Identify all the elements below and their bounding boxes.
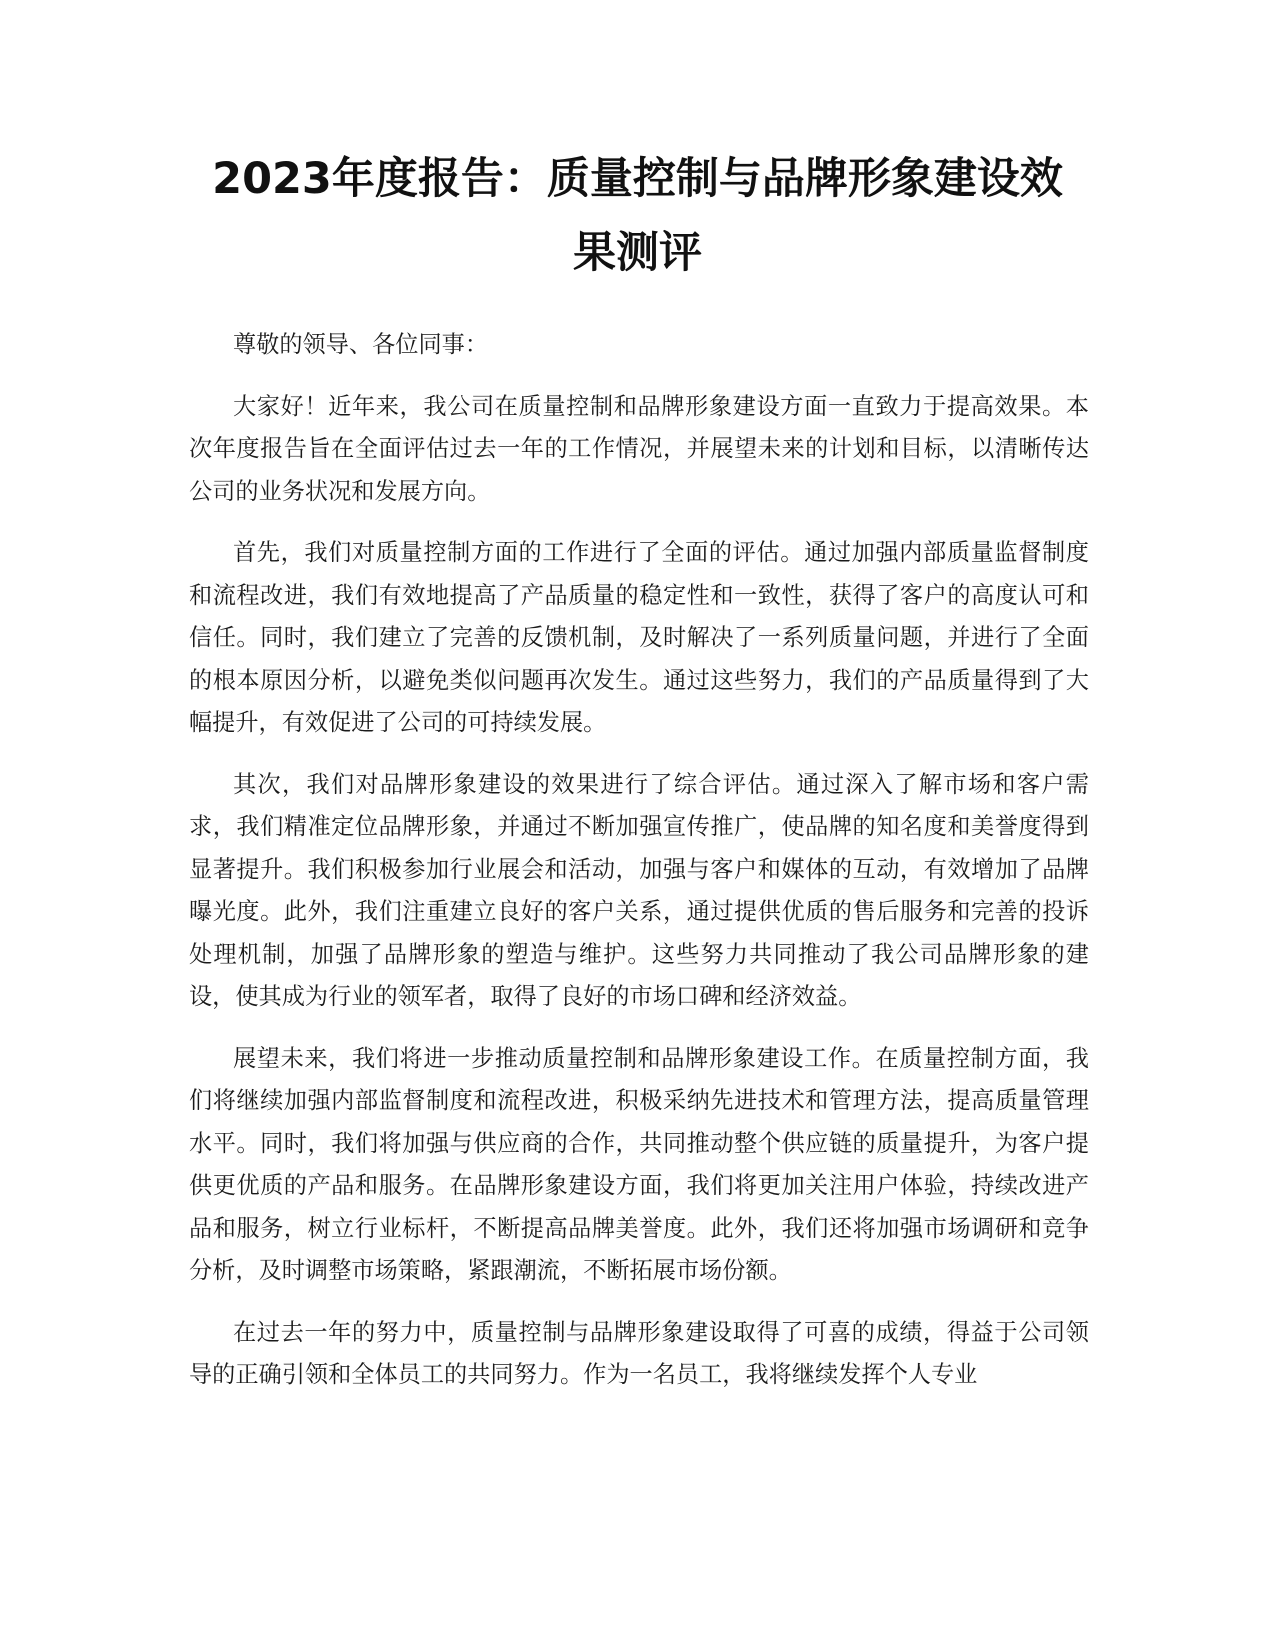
- title-line-1: 2023年度报告：质量控制与品牌形象建设效: [212, 154, 1063, 204]
- paragraph-quality-control: 首先，我们对质量控制方面的工作进行了全面的评估。通过加强内部质量监督制度和流程改进，我们有效地提高了产品质量的稳定性和一致性，获得了客户的高度认可和信任。同时，我们建立了完善的反馈机制，及时解决了一系列质量问题，并进行了全面的根本原因分析，以避免类似问题再次发生。通过这些努力，我们的产品质量得到了大幅提升，有效促进了公司的可持续发展。: [189, 539, 1089, 736]
- paragraph-outlook: 展望未来，我们将进一步推动质量控制和品牌形象建设工作。在质量控制方面，我们将继续加强内部监督制度和流程改进，积极采纳先进技术和管理方法，提高质量管理水平。同时，我们将加强与供应商的合作，共同推动整个供应链的质量提升，为客户提供更优质的产品和服务。在品牌形象建设方面，我们将更加关注用户体验，持续改进产品和服务，树立行业标杆，不断提高品牌美誉度。此外，我们还将加强市场调研和竞争分析，及时调整市场策略，紧跟潮流，不断拓展市场份额。: [189, 1044, 1089, 1284]
- title-line-2: 果测评: [573, 228, 702, 278]
- paragraph-brand-image: 其次，我们对品牌形象建设的效果进行了综合评估。通过深入了解市场和客户需求，我们精准定位品牌形象，并通过不断加强宣传推广，使品牌的知名度和美誉度得到显著提升。我们积极参加行业展会和活动，加强与客户和媒体的互动，有效增加了品牌曝光度。此外，我们注重建立良好的客户关系，通过提供优质的售后服务和完善的投诉处理机制，加强了品牌形象的塑造与维护。这些努力共同推动了我公司品牌形象的建设，使其成为行业的领军者，取得了良好的市场口碑和经济效益。: [189, 770, 1089, 1010]
- document-title: [180, 142, 1095, 290]
- salutation: 尊敬的领导、各位同事：: [233, 331, 489, 358]
- document-body: [189, 324, 1089, 1416]
- paragraph-summary: 在过去一年的努力中，质量控制与品牌形象建设取得了可喜的成绩，得益于公司领导的正确引领和全体员工的共同努力。作为一名员工，我将继续发挥个人专业: [189, 1318, 1089, 1388]
- paragraph-greeting: 大家好！近年来，我公司在质量控制和品牌形象建设方面一直致力于提高效果。本次年度报告旨在全面评估过去一年的工作情况，并展望未来的计划和目标，以清晰传达公司的业务状况和发展方向。: [189, 392, 1089, 505]
